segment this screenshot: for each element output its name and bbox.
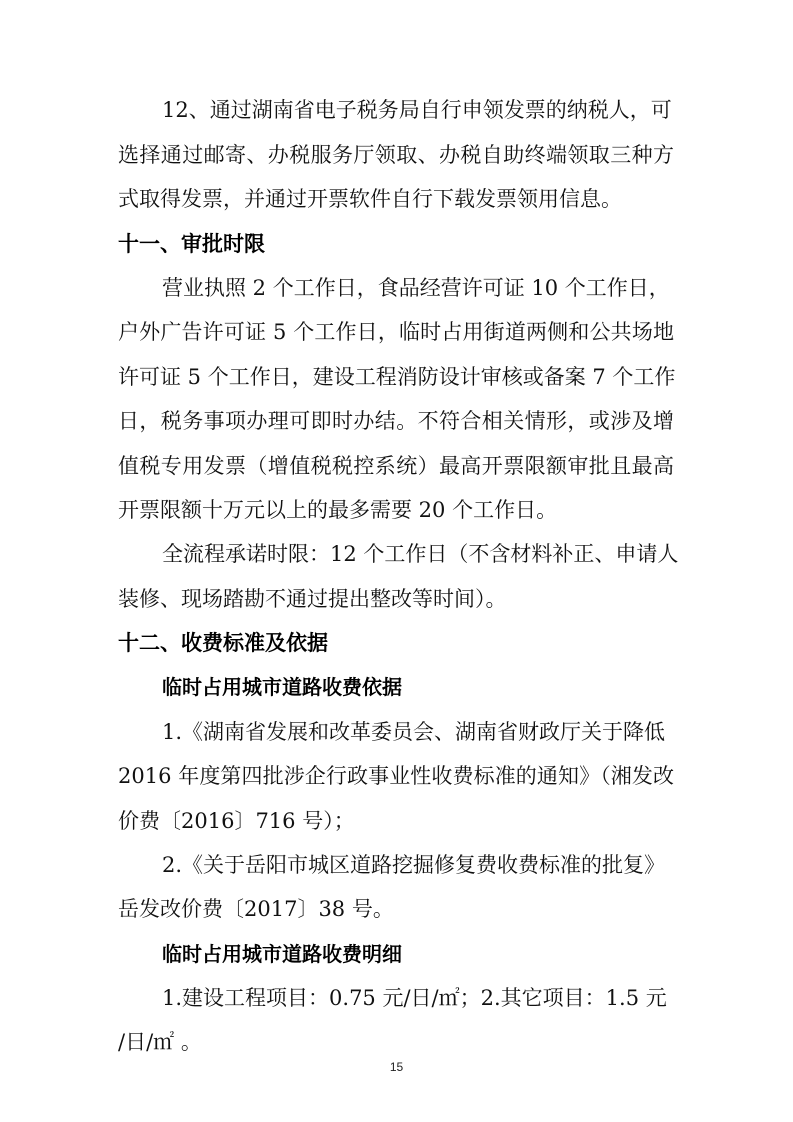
fee-detail-title: 临时占用城市道路收费明细 [162,942,402,966]
section-12-heading: 十二、收费标准及依据 [118,631,328,655]
item12-line-2: 选择通过邮寄、办税服务厅领取、办税自助终端领取三种方 [118,143,674,167]
section-11-para1-line-2: 户外广告许可证 5 个工作日，临时占用街道两侧和公共场地 [118,320,674,344]
fee-basis-2-line-1: 2.《关于岳阳市城区道路挖掘修复费收费标准的批复》 [162,853,666,877]
section-11-para1-line-3: 许可证 5 个工作日，建设工程消防设计审核或备案 7 个工作 [118,365,676,389]
fee-basis-title: 临时占用城市道路收费依据 [162,675,402,699]
item12-line-3: 式取得发票，并通过开票软件自行下载发票领用信息。 [118,187,622,211]
fee-basis-2-line-2: 岳发改价费〔2017〕38 号。 [118,897,394,921]
section-11-para1-line-5: 值税专用发票（增值税税控系统）最高开票限额审批且最高 [118,454,674,478]
fee-basis-1-line-2: 2016 年度第四批涉企行政事业性收费标准的通知》（湘发改 [118,764,674,788]
section-11-para1-line-4: 日，税务事项办理可即时办结。不符合相关情形，或涉及增 [118,409,674,433]
fee-basis-1-line-3: 价费〔2016〕716 号）； [118,809,355,833]
section-11-heading: 十一、审批时限 [118,232,265,256]
fee-detail-line-2: /日/㎡ 。 [118,1030,202,1054]
section-11-para1-line-6: 开票限额十万元以上的最多需要 20 个工作日。 [118,498,558,522]
fee-basis-1-line-1: 1.《湖南省发展和改革委员会、湖南省财政厅关于降低 [162,720,666,744]
section-11-para2-line-2: 装修、现场踏勘不通过提出整改等时间）。 [118,587,507,611]
section-11-para2-line-1: 全流程承诺时限：12 个工作日（不含材料补正、申请人 [162,542,679,566]
item12-line-1: 12、通过湖南省电子税务局自行申领发票的纳税人，可 [162,98,672,122]
section-11-para1-line-1: 营业执照 2 个工作日，食品经营许可证 10 个工作日， [162,276,670,300]
fee-detail-line-1: 1.建设工程项目：0.75 元/日/㎡；2.其它项目：1.5 元 [162,986,667,1010]
page-number: 15 [389,1060,404,1074]
